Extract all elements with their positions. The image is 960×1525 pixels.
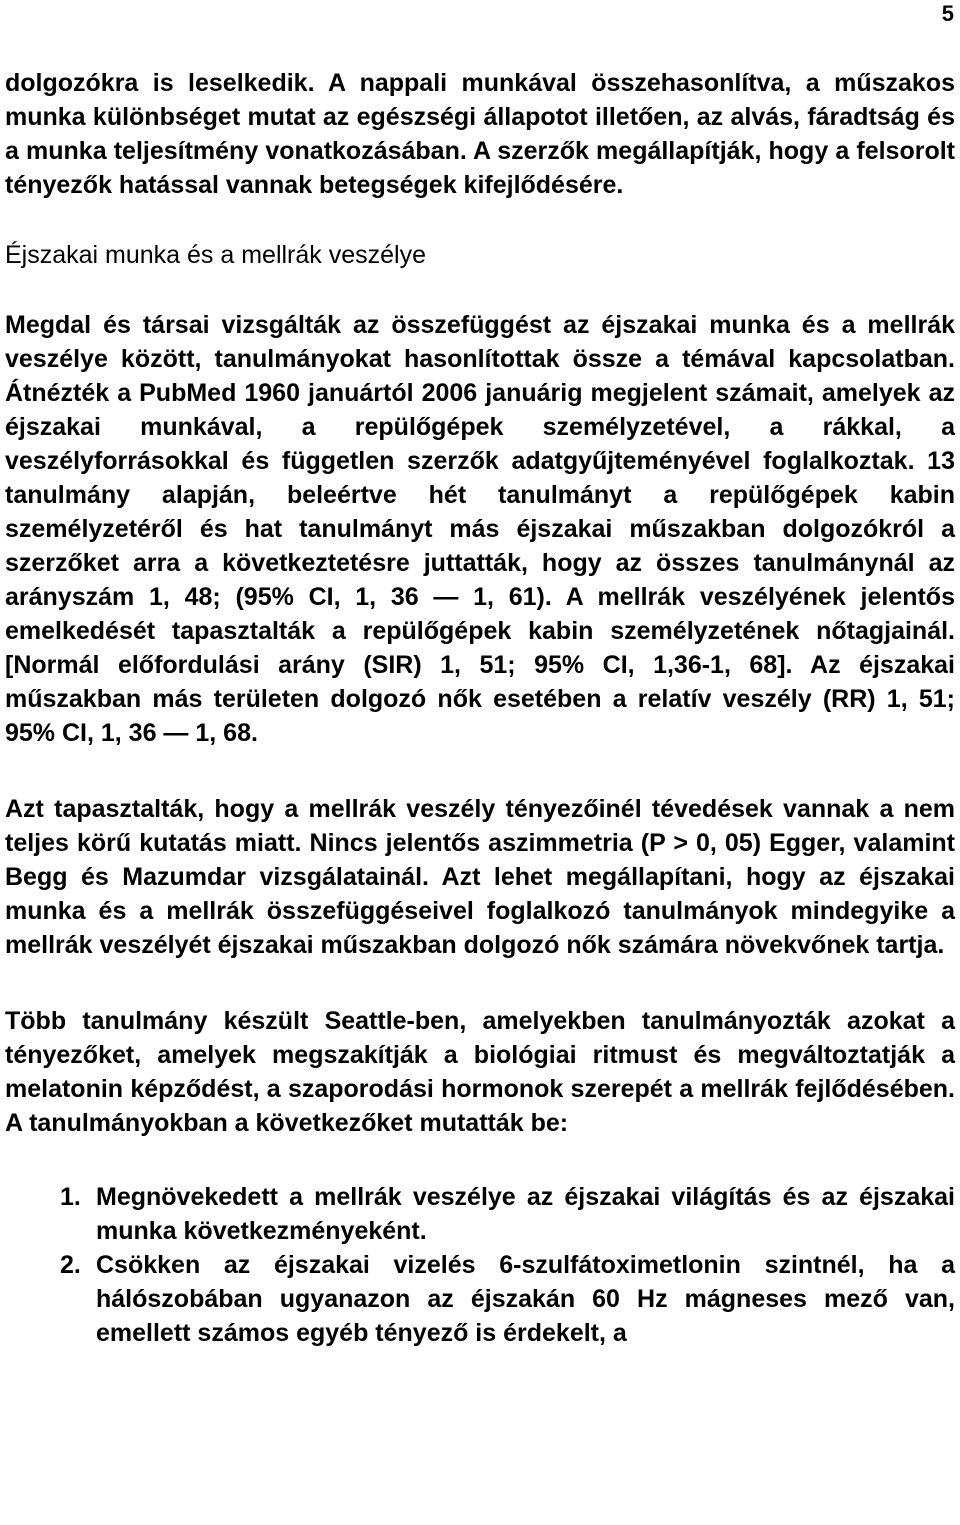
- paragraph-megdal: Megdal és társai vizsgálták az összefüggést az éjszakai munka és a mellrák veszélye között, tanulmányokat hasonlítottak össze a témával kapcsolatban. Átnézték a PubMed 1960 januártól 2006 januárig megjelent számait, amelyek az éjszakai munkával, a repülőgépek személyzetével, a rákkal, a veszélyforrásokkal és független szerzők adatgyűjteményével foglalkoztak. 13 tanulmány alapján, beleértve hét tanulmányt a repülőgépek kabin személyzetéről és hat tanulmányt más éjszakai műszakban dolgozókról a szerzőket arra a következtetésre juttatták, hogy az összes tanulmánynál az arányszám 1, 48; (95% CI, 1, 36 — 1, 61). A mellrák veszélyének jelentős emelkedését tapasztalták a repülőgépek kabin személyzetének nőtagjainál. [Normál előfordulási arány (SIR) 1, 51; 95% CI, 1,36-1, 68]. Az éjszakai műszakban más területen dolgozó nők esetében a relatív veszély (RR) 1, 51; 95% CI, 1, 36 — 1, 68.: [5, 311, 955, 747]
- spacer: [5, 962, 955, 1004]
- findings-list: [5, 1180, 955, 1350]
- paragraph-seattle: Több tanulmány készült Seattle-ben, amelyekben tanulmányozták azokat a tényezőket, amelyek megszakítják a biológiai ritmust és megváltoztatják a melatonin képződést, a szaporodási hormonok szerepét a mellrák fejlődésében. A tanulmányokban a következőket mutatták be:: [5, 1007, 955, 1137]
- spacer: [5, 1140, 955, 1180]
- section-heading: Éjszakai munka és a mellrák veszélye: [5, 241, 426, 269]
- list-item-text: Csökken az éjszakai vizelés 6-szulfátoximetlonin szintnél, ha a hálószobában ugyanazon az éjszakán 60 Hz mágneses mező van, emellett számos egyéb tényező is érdekelt, a: [96, 1251, 955, 1347]
- list-item: [5, 1180, 955, 1248]
- list-item-number: 1.: [60, 1183, 81, 1211]
- spacer: [5, 202, 955, 238]
- list-item-number: 2.: [60, 1251, 81, 1279]
- page-number: 5: [941, 1, 954, 26]
- list-item-text: Megnövekedett a mellrák veszélye az éjszakai világítás és az éjszakai munka következményeként.: [96, 1183, 955, 1245]
- paragraph-intro: dolgozókra is leselkedik. A nappali munkával összehasonlítva, a műszakos munka különbséget mutat az egészségi állapotot illetően, az alvás, fáradtság és a munka teljesítmény vonatkozásában. A szerzők megállapítják, hogy a felsorolt tényezők hatással vannak betegségek kifejlődésére.: [5, 69, 955, 199]
- spacer: [5, 272, 955, 308]
- list-item: [5, 1248, 955, 1350]
- spacer: [5, 750, 955, 792]
- document-body: [5, 66, 955, 1350]
- paragraph-findings: Azt tapasztalták, hogy a mellrák veszély tényezőinél tévedések vannak a nem teljes körű kutatás miatt. Nincs jelentős aszimmetria (P > 0, 05) Egger, valamint Begg és Mazumdar vizsgálatainál. Azt lehet megállapítani, hogy az éjszakai munka és a mellrák összefüggéseivel foglalkozó tanulmányok mindegyike a mellrák veszélyét éjszakai műszakban dolgozó nők számára növekvőnek tartja.: [5, 795, 955, 959]
